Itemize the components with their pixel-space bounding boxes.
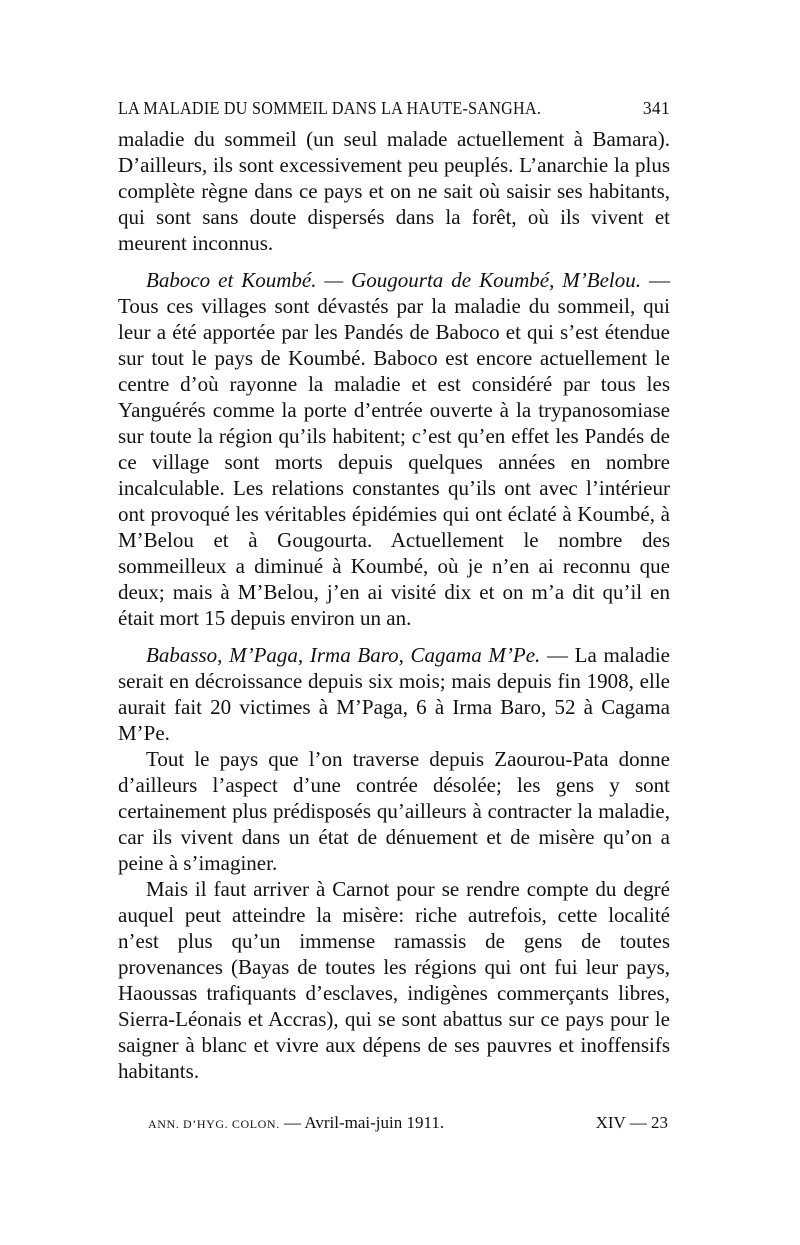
running-title: LA MALADIE DU SOMMEIL DANS LA HAUTE-SANGHA.: [118, 98, 542, 118]
page-footer: [148, 1113, 668, 1133]
paragraph-3-text: — La maladie serait en décroissance depuis six mois; mais depuis fin 1908, elle aurait fait 20 victimes à M’Paga, 6 à Irma Baro, 52 à Cagama M’Pe.: [118, 643, 670, 745]
journal-abbreviation: ANN. D’HYG. COLON.: [148, 1117, 280, 1131]
paragraph-3-heading: Babasso, M’Paga, Irma Baro, Cagama M’Pe.: [146, 643, 541, 667]
paragraph-5-text: Mais il faut arriver à Carnot pour se rendre compte du degré auquel peut atteindre la misère: riche autrefois, cette localité n’est plus qu’un immense ramassis de gens de toutes provenances (Bayas de toutes les régions qui ont fui leur pays, Haoussas trafiquants d’esclaves, indigènes commerçants libres, Sierra-Léonais et Accras), qui se sont abattus sur ce pays pour le saigner à blanc et vivre aux dépens de ses pauvres et inoffensifs habitants.: [118, 877, 670, 1083]
paragraph-2-heading: Baboco et Koumbé. — Gougourta de Koumbé, M’Belou.: [146, 268, 642, 292]
paragraph-5: [118, 876, 670, 1084]
signature-mark: XIV — 23: [595, 1113, 668, 1132]
paragraph-1-text: maladie du sommeil (un seul malade actuellement à Bamara). D’ailleurs, ils sont excessivement peu peuplés. L’anarchie la plus complète règne dans ce pays et on ne sait où saisir ses habitants, qui sont sans doute dispersés dans la forêt, où ils vivent et meurent inconnus.: [118, 127, 670, 255]
running-head: [118, 98, 670, 126]
paragraph-2-text: — Tous ces villages sont dévastés par la maladie du sommeil, qui leur a été apportée par les Pandés de Baboco et qui s’est étendue sur tout le pays de Koumbé. Baboco est encore actuellement le centre d’où rayonne la maladie et est considéré par tous les Yanguérés comme la porte d’entrée ouverte à la trypanosomiase sur toute la région qu’ils habitent; c’est qu’en effet les Pandés de ce village sont morts depuis quelques années en nombre incalculable. Les relations constantes qu’ils ont avec l’intérieur ont provoqué les véritables épidémies qui ont éclaté à Koumbé, à M’Belou et à Gougourta. Actuellement le nombre des sommeilleux a diminué à Koumbé, où je n’en ai reconnu que deux; mais à M’Belou, j’en ai visité dix et on m’a dit qu’il en était mort 15 depuis environ un an.: [118, 268, 670, 630]
issue-date: — Avril-mai-juin 1911.: [284, 1113, 445, 1132]
paragraph-3: [118, 642, 670, 746]
paragraph-4-text: Tout le pays que l’on traverse depuis Zaourou-Pata donne d’ailleurs l’aspect d’une contrée désolée; les gens y sont certainement plus prédisposés qu’ailleurs à contracter la maladie, car ils vivent dans un état de dénuement et de misère qu’on a peine à s’imaginer.: [118, 747, 670, 875]
paragraph-1: [118, 126, 670, 256]
paragraph-4: [118, 746, 670, 876]
page-body: [118, 98, 670, 1084]
footer-citation: [148, 1113, 444, 1133]
paragraph-2: [118, 267, 670, 631]
article-text: [118, 126, 670, 1084]
page-number: 341: [642, 98, 670, 118]
